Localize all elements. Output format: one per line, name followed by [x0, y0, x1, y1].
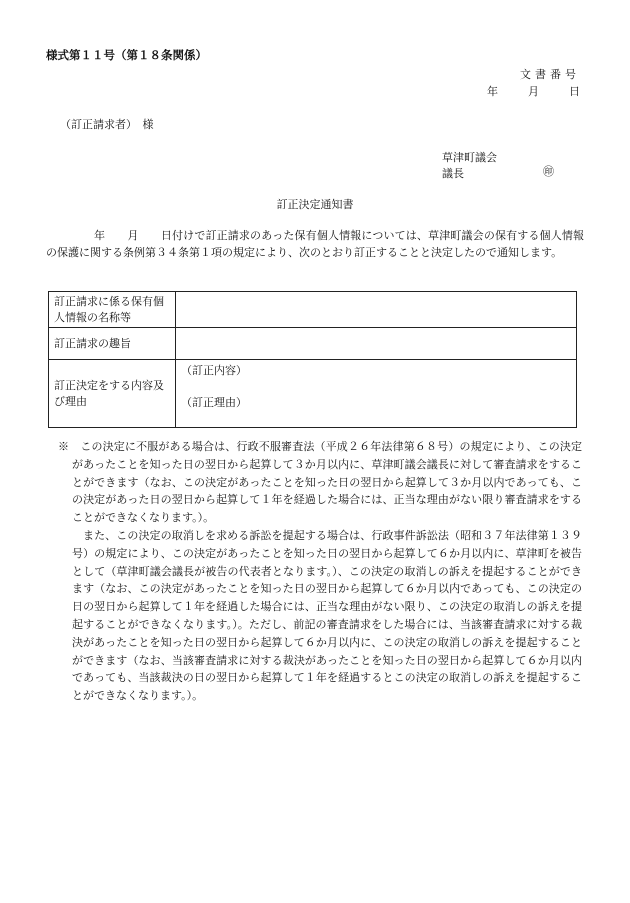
form-id: 様式第１１号（第１８条関係）: [46, 48, 207, 62]
note-mark: ※: [58, 440, 70, 453]
table-row: [49, 292, 577, 328]
body-paragraph: 年 月 日付けで訂正請求のあった保有個人情報については、草津町議会の保有する個人情報の保護に関する条例第３４条第１項の規定により、次のとおり訂正することと決定したので通知します。: [46, 229, 584, 259]
correction-table: [48, 291, 577, 428]
addressee: （訂正請求者） 様: [60, 118, 154, 131]
document-number-label: 文書番号: [520, 68, 580, 81]
date-month: 月: [528, 85, 539, 98]
row-value-info-name: [176, 292, 577, 328]
row-value-decision-content: [176, 360, 577, 428]
issuer-title: 議長: [442, 167, 464, 180]
table-row: [49, 328, 577, 360]
row-label-decision-content: 訂正決定をする内容及び理由: [49, 360, 176, 428]
row-label-request-purpose: 訂正請求の趣旨: [49, 328, 176, 360]
table-row: [49, 360, 577, 428]
row-value-request-purpose: [176, 328, 577, 360]
note-paragraph-1: [58, 438, 582, 527]
notes: [58, 438, 582, 705]
date-year: 年: [487, 85, 498, 98]
date-day: 日: [569, 85, 580, 98]
correction-reason-label: （訂正理由）: [181, 396, 247, 409]
row-label-info-name: 訂正請求に係る保有個人情報の名称等: [49, 292, 176, 328]
note-paragraph-2: また、この決定の取消しを求める訴訟を提起する場合は、行政事件訴訟法（昭和３７年法律第１３９号）の規定により、この決定があったことを知った日の翌日から起算して６か月以内に、草津町を被告として（草津町議会議長が被告の代表者となります。）、この決定の取消しの訴えを提起することができます（なお、この決定があったことを知った日の翌日から起算して６か月以内であっても、この決定の日の翌日から起算して１年を経過した場合には、正当な理由がない限り、この決定の取消しの訴えを提起することができなくなります。）。ただし、前記の審査請求をした場合には、当該審査請求に対する裁決があったことを知った日の翌日から起算して６か月以内に、この決定の取消しの訴えを提起することができます（なお、当該審査請求に対する裁決があったことを知った日の翌日から起算して６か月以内であっても、当該裁決の日の翌日から起算して１年を経過するとこの決定の取消しの訴えを提起することができなくなります。）。: [72, 528, 582, 703]
document-title: 訂正決定通知書: [276, 198, 354, 211]
seal-mark: ㊞: [543, 165, 554, 178]
issuer-organization: 草津町議会: [442, 151, 497, 164]
correction-content-label: （訂正内容）: [181, 364, 247, 377]
note-text-1: この決定に不服がある場合は、行政不服審査法（平成２６年法律第６８号）の規定により、この決定があったことを知った日の翌日から起算して３か月以内に、草津町議会議長に対して審査請求をすることができます（なお、この決定があったことを知った日の翌日から起算して３か月以内であっても、この決定があった日の翌日から起算して１年を経過した場合には、正当な理由がない限り審査請求をすることができなくなります。）。: [72, 440, 583, 525]
date-line: [487, 83, 580, 99]
